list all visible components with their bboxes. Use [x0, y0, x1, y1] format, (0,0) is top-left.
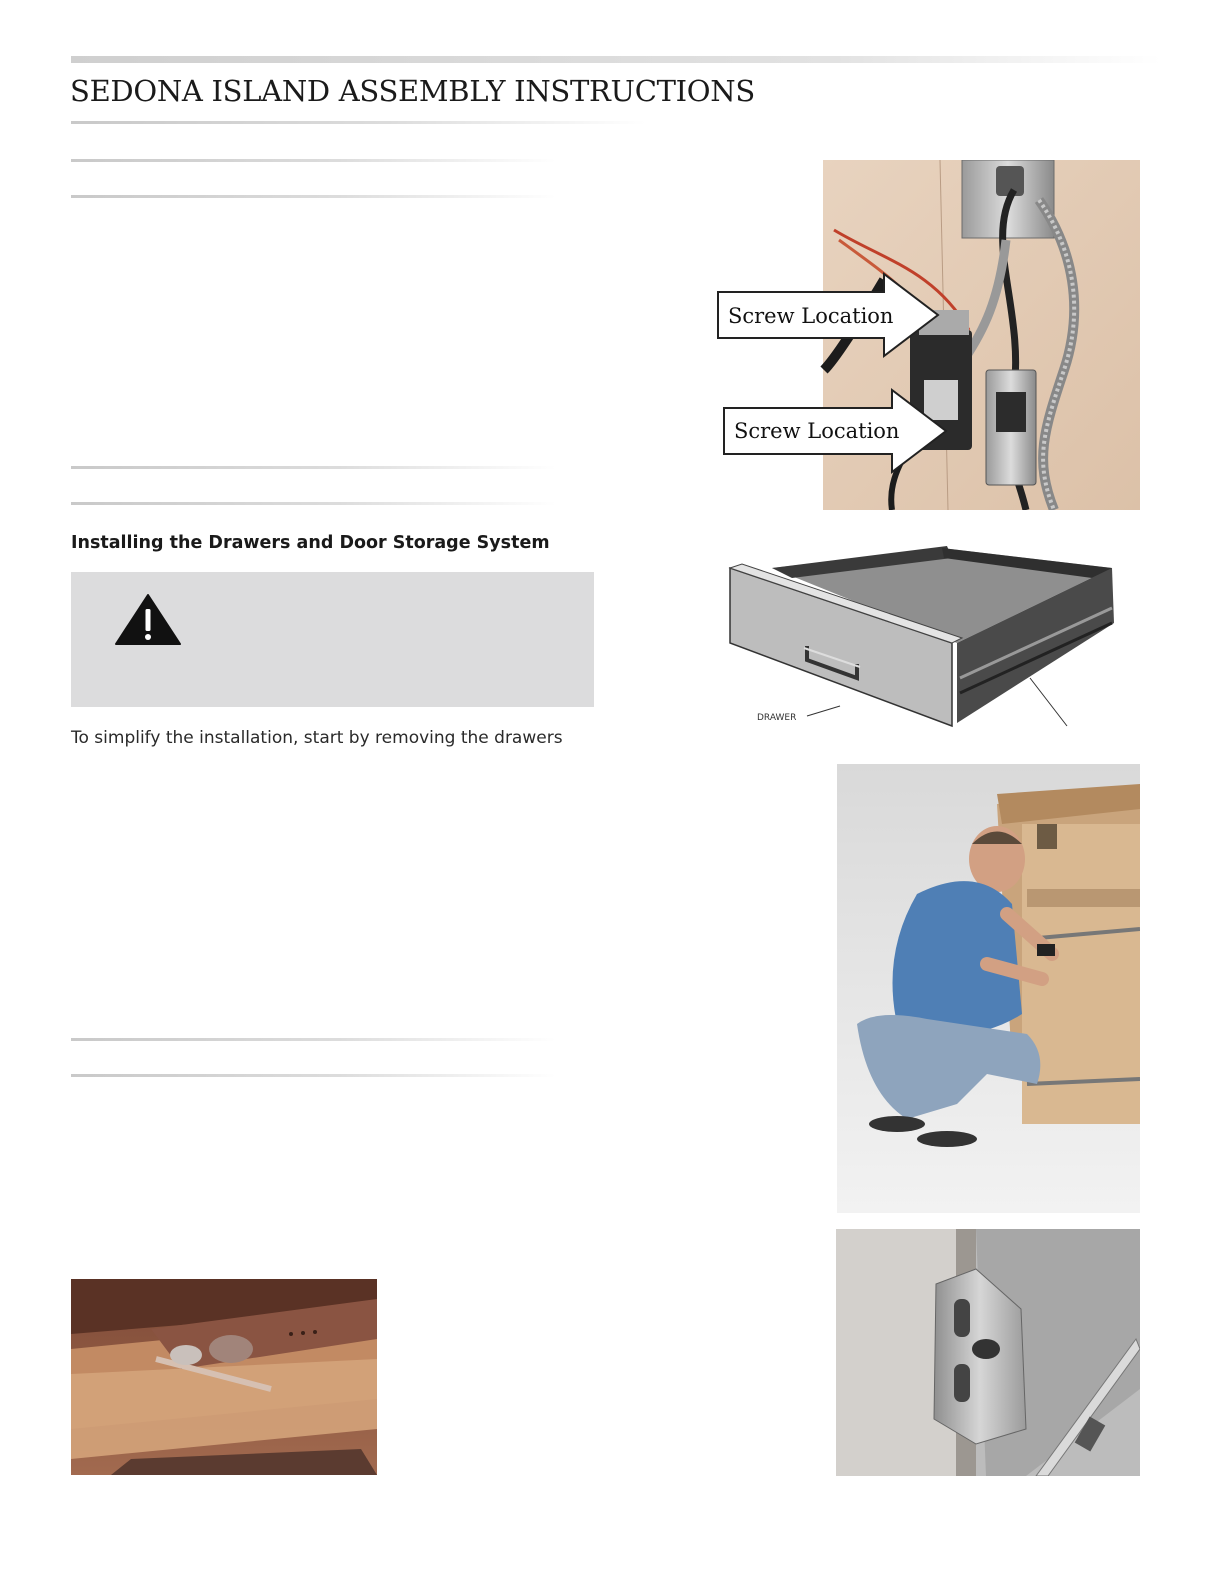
section-rule	[71, 1074, 556, 1077]
header-rule-bottom	[71, 121, 646, 124]
burner-photo	[71, 1279, 377, 1475]
section-rule	[71, 502, 556, 505]
page-title: SEDONA ISLAND ASSEMBLY INSTRUCTIONS	[70, 74, 755, 108]
drawer-label: DRAWER	[757, 713, 797, 723]
warning-triangle-icon	[113, 592, 183, 647]
section-heading: Installing the Drawers and Door Storage System	[71, 533, 550, 553]
body-paragraph: To simplify the installation, start by removing the drawers	[71, 728, 563, 748]
electrical-box-photo	[714, 160, 1140, 510]
section-rule	[71, 1038, 556, 1041]
drawer-illustration	[712, 528, 1140, 735]
section-rule	[71, 466, 556, 469]
bracket-photo	[836, 1229, 1140, 1476]
installation-photo	[837, 764, 1140, 1213]
header-rule-top	[71, 56, 1161, 63]
screw-location-label: Screw Location	[734, 419, 900, 443]
screw-location-label: Screw Location	[728, 304, 894, 328]
section-rule	[71, 195, 556, 198]
warning-box	[71, 572, 594, 707]
section-rule	[71, 159, 556, 162]
